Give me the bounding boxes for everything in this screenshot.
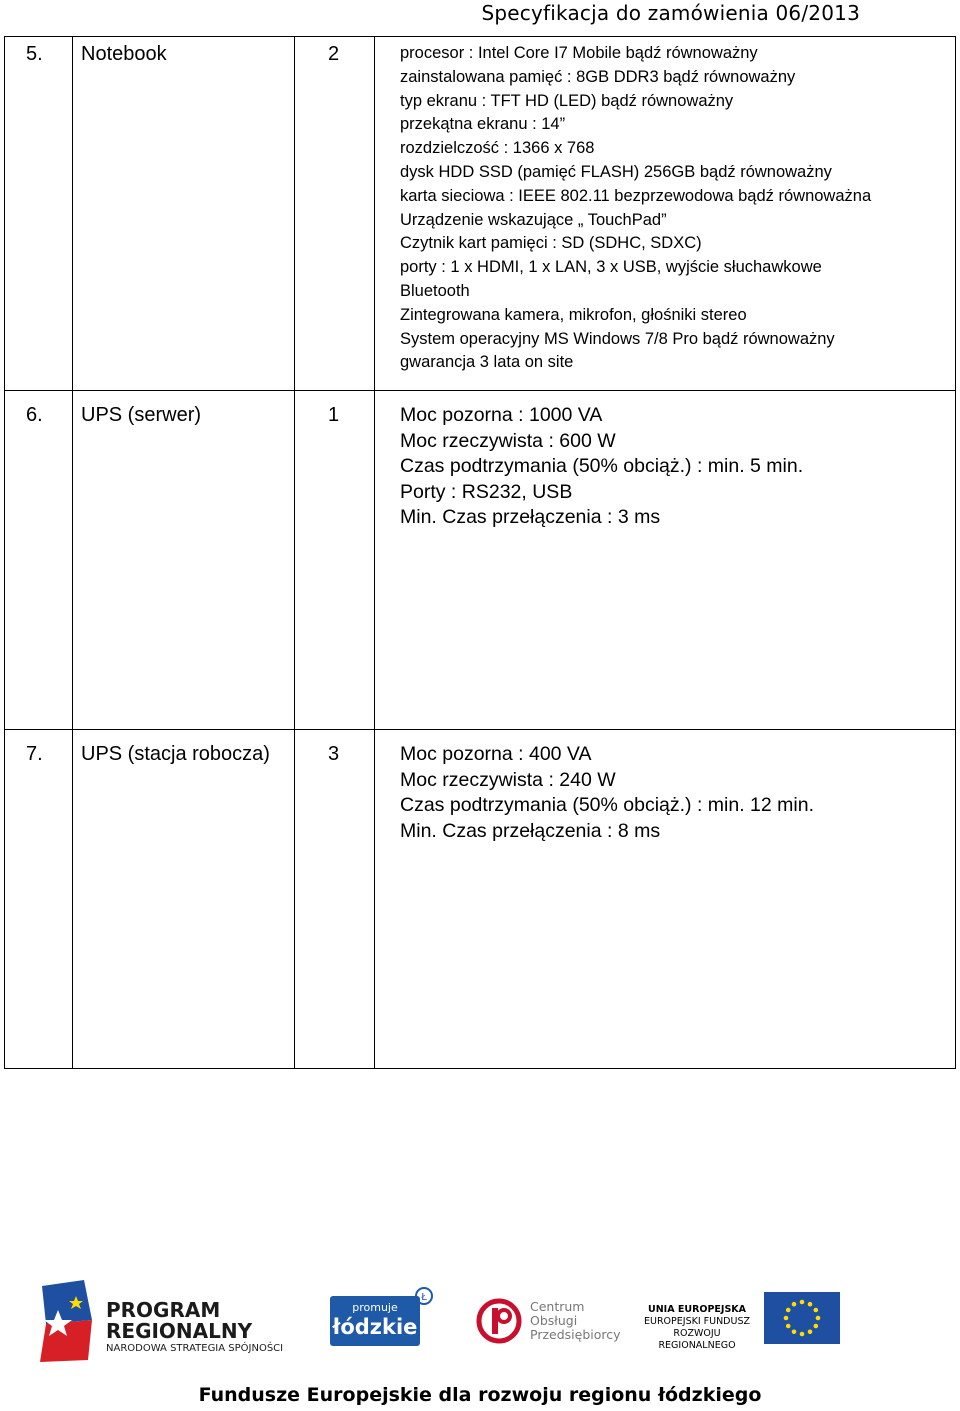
program-regionalny-logo <box>36 1280 296 1365</box>
promuje-lodzkie-logo <box>330 1296 420 1346</box>
item-number: 6. <box>26 404 43 426</box>
item-name: UPS (serwer) <box>81 404 202 426</box>
item-specs-cell <box>375 730 956 1069</box>
regionalny-line: REGIONALNY <box>106 1319 253 1343</box>
spec-line: Porty : RS232, USB <box>400 480 573 503</box>
spec-line: Min. Czas przełączenia : 8 ms <box>400 819 661 842</box>
item-name: Notebook <box>81 43 167 65</box>
spec-line: Czytnik kart pamięci : SD (SDHC, SDXC) <box>400 234 702 253</box>
svg-text:Ł: Ł <box>421 1292 427 1303</box>
spec-line: zainstalowana pamięć : 8GB DDR3 bądź równoważny <box>400 67 796 86</box>
spec-line: Moc pozorna : 400 VA <box>400 743 592 765</box>
spec-list <box>375 391 955 531</box>
spec-line: Urządzenie wskazujące „ TouchPad” <box>400 210 667 229</box>
spec-line: typ ekranu : TFT HD (LED) bądź równoważny <box>400 91 734 110</box>
spec-line: Moc pozorna : 1000 VA <box>400 404 603 426</box>
program-regionalny-emblem-icon <box>36 1280 100 1364</box>
spec-line: Zintegrowana kamera, mikrofon, głośniki stereo <box>400 305 747 324</box>
spec-line: porty : 1 x HDMI, 1 x LAN, 3 x USB, wyjście słuchawkowe <box>400 258 822 277</box>
footer-funding-text: Fundusze Europejskie dla rozwoju regionu łódzkiego <box>198 1384 762 1406</box>
spec-line: Min. Czas przełączenia : 3 ms <box>400 506 661 529</box>
item-quantity: 2 <box>328 43 340 65</box>
item-number-cell <box>5 37 73 391</box>
centrum-line: Centrum <box>530 1299 585 1314</box>
item-quantity-cell <box>295 37 375 391</box>
item-quantity-cell <box>295 730 375 1069</box>
przedsiebiorcy-line: Przedsiębiorcy <box>530 1327 621 1342</box>
unia-line: UNIA EUROPEJSKA <box>648 1304 746 1315</box>
rozwoju-line: ROZWOJU REGIONALNEGO <box>658 1328 736 1351</box>
item-name-cell <box>73 37 295 391</box>
item-specs-cell <box>375 391 956 730</box>
table-row <box>5 37 956 391</box>
item-specs-cell <box>375 37 956 391</box>
eu-flag-icon <box>764 1292 840 1344</box>
item-number: 7. <box>26 743 43 765</box>
item-name: UPS (stacja robocza) <box>81 743 270 765</box>
item-quantity: 1 <box>328 404 340 426</box>
spec-line: Czas podtrzymania (50% obciąż.) : min. 12 min. <box>400 794 814 817</box>
spec-line: rozdzielczość : 1366 x 768 <box>400 139 595 158</box>
strategia-line: NARODOWA STRATEGIA SPÓJNOŚCI <box>106 1343 284 1354</box>
spec-line: Czas podtrzymania (50% obciąż.) : min. 5 min. <box>400 455 804 478</box>
spec-list <box>375 37 955 375</box>
spec-line: procesor : Intel Core I7 Mobile bądź równoważny <box>400 44 758 62</box>
program-line: PROGRAM <box>106 1298 221 1322</box>
table-row <box>5 391 956 730</box>
item-number-cell <box>5 391 73 730</box>
spec-line: karta sieciowa : IEEE 802.11 bezprzewodowa bądź równoważna <box>400 186 872 205</box>
unia-europejska-text <box>638 1304 756 1352</box>
table-row <box>5 730 956 1069</box>
specification-table <box>4 36 956 1069</box>
item-name-cell <box>73 391 295 730</box>
document-header-title: Specyfikacja do zamówienia 06/2013 <box>481 1 860 25</box>
lodzkie-badge-icon <box>414 1286 434 1306</box>
item-quantity: 3 <box>328 743 340 765</box>
program-regionalny-text <box>106 1300 283 1356</box>
spec-line: dysk HDD SSD (pamięć FLASH) 256GB bądź równoważny <box>400 162 832 181</box>
spec-list <box>375 730 955 844</box>
spec-line: gwarancja 3 lata on site <box>400 353 574 372</box>
logo-bar <box>0 1280 960 1370</box>
item-number-cell <box>5 730 73 1069</box>
spec-line: Moc rzeczywista : 240 W <box>400 768 616 791</box>
centrum-obslugi-text <box>530 1300 621 1342</box>
centrum-obslugi-emblem-icon <box>474 1296 524 1346</box>
obslugi-line: Obsługi <box>530 1313 578 1328</box>
promuje-label: promuje <box>352 1301 398 1314</box>
spec-line: System operacyjny MS Windows 7/8 Pro bądź równoważny <box>400 329 835 348</box>
item-name-cell <box>73 730 295 1069</box>
eu-stars-icon <box>764 1292 840 1344</box>
fundusz-line: EUROPEJSKI FUNDUSZ <box>644 1316 750 1327</box>
spec-line: Moc rzeczywista : 600 W <box>400 429 616 452</box>
lodzkie-label: łódzkie <box>332 1315 418 1339</box>
item-number: 5. <box>26 43 43 65</box>
spec-line: Bluetooth <box>400 281 470 300</box>
spec-line: przekątna ekranu : 14” <box>400 115 566 134</box>
item-quantity-cell <box>295 391 375 730</box>
